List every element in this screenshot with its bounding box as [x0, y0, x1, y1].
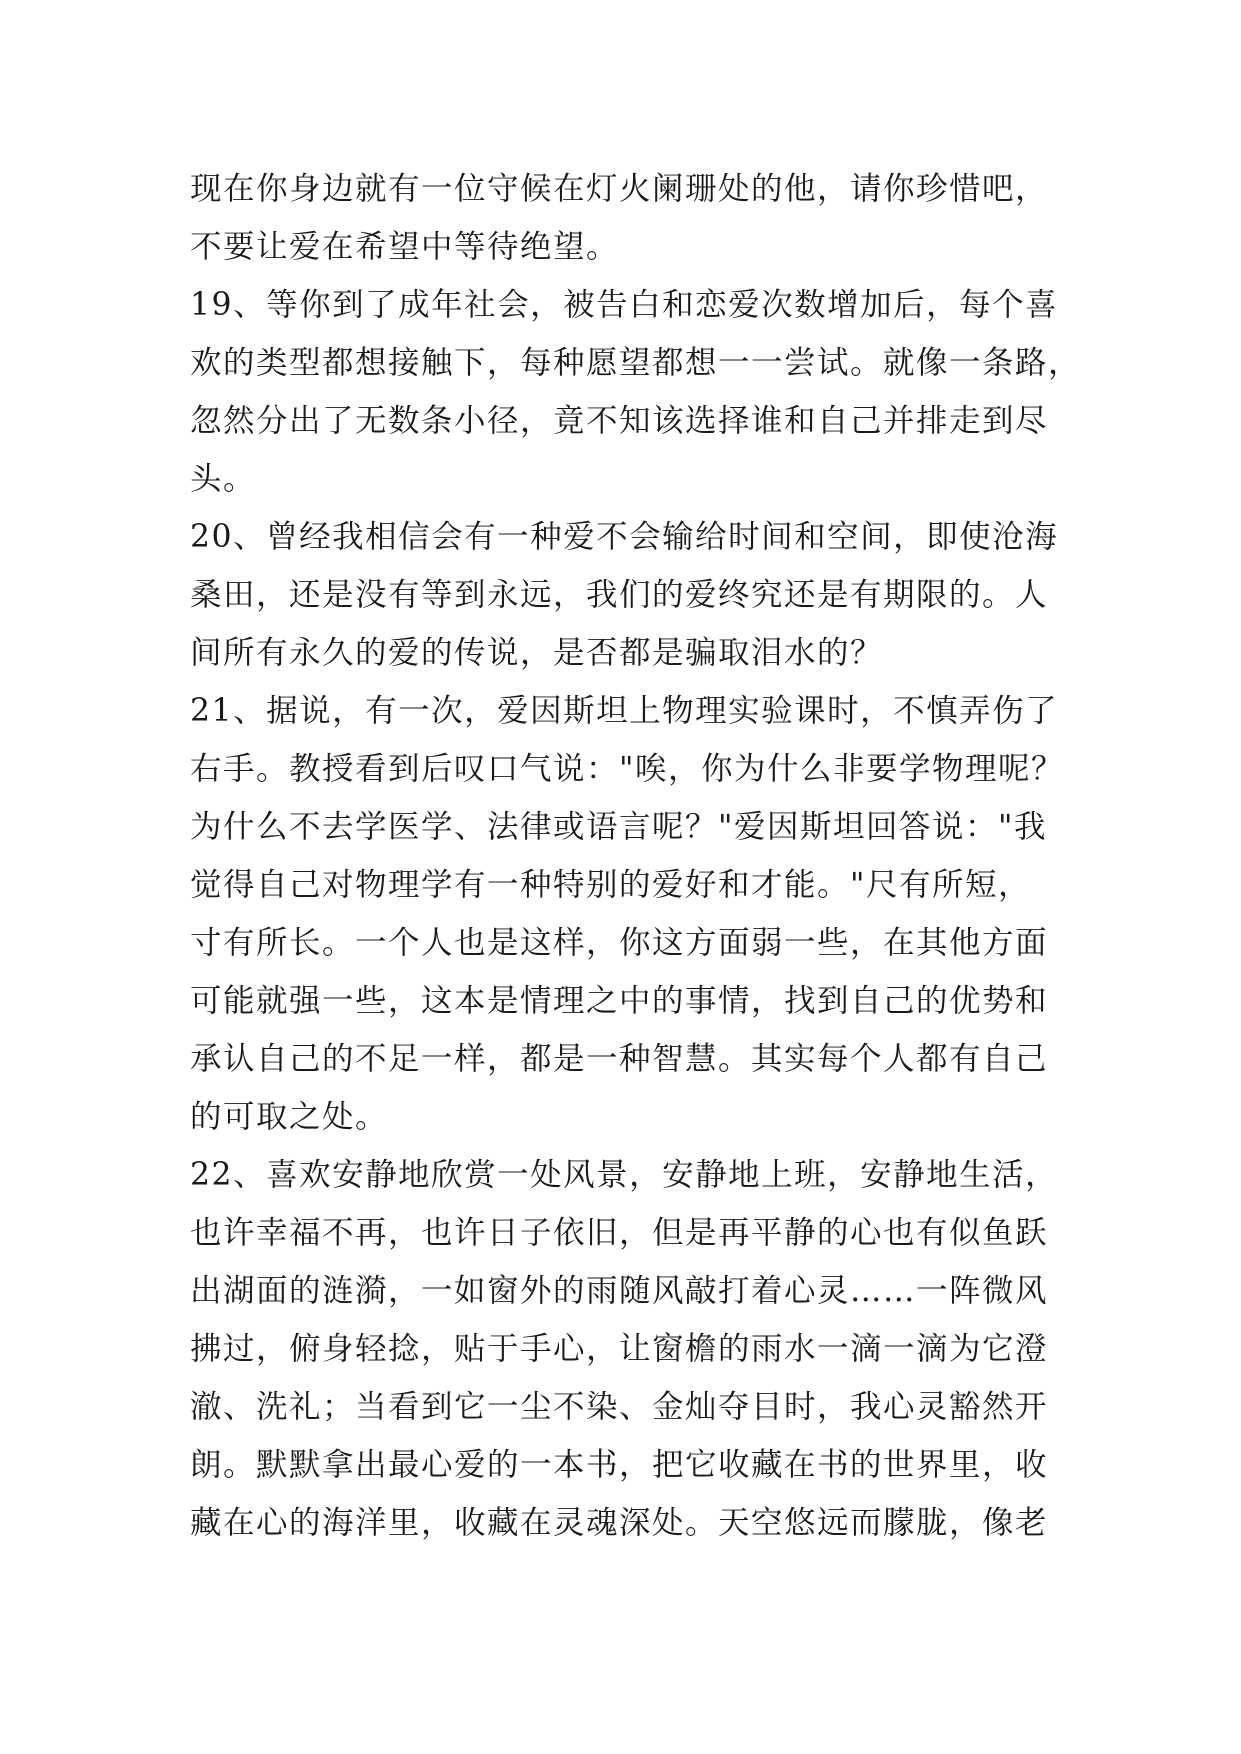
text-line: 21、据说，有一次，爱因斯坦上物理实验课时，不慎弄伤了	[190, 693, 1059, 729]
text-line: 不要让爱在希望中等待绝望。	[190, 229, 620, 265]
text-line: 可能就强一些，这本是情理之中的事情，找到自己的优势和	[190, 983, 1049, 1019]
text-line: 的可取之处。	[190, 1099, 389, 1135]
text-line: 19、等你到了成年社会，被告白和恋爱次数增加后，每个喜	[190, 287, 1059, 323]
text-line: 忽然分出了无数条小径，竟不知该选择谁和自己并排走到尽	[190, 403, 1049, 439]
text-line: 拂过，俯身轻捻，贴于手心，让窗檐的雨水一滴一滴为它澄	[190, 1331, 1049, 1367]
text-line: 也许幸福不再，也许日子依旧，但是再平静的心也有似鱼跃	[190, 1215, 1049, 1251]
text-line: 欢的类型都想接触下，每种愿望都想一一尝试。就像一条路，	[190, 345, 1082, 381]
document-body	[190, 160, 1090, 1552]
text-line: 桑田，还是没有等到永远，我们的爱终究还是有期限的。人	[190, 577, 1049, 613]
text-line: 出湖面的涟漪，一如窗外的雨随风敲打着心灵……一阵微风	[190, 1273, 1049, 1309]
text-line: 寸有所长。一个人也是这样，你这方面弱一些，在其他方面	[190, 925, 1049, 961]
text-line: 觉得自己对物理学有一种特别的爱好和才能。"尺有所短，	[190, 867, 1031, 903]
text-line: 间所有永久的爱的传说，是否都是骗取泪水的？	[190, 635, 884, 671]
text-line: 22、喜欢安静地欣赏一处风景，安静地上班，安静地生活，	[190, 1157, 1059, 1193]
text-line: 20、曾经我相信会有一种爱不会输给时间和空间，即使沧海	[190, 519, 1059, 555]
text-line: 头。	[190, 461, 257, 497]
text-line: 右手。教授看到后叹口气说："唉，你为什么非要学物理呢？	[190, 751, 1064, 787]
text-line: 为什么不去学医学、法律或语言呢？"爱因斯坦回答说："我	[190, 809, 1047, 845]
text-line: 承认自己的不足一样，都是一种智慧。其实每个人都有自己	[190, 1041, 1049, 1077]
text-line: 澈、洗礼；当看到它一尘不染、金灿夺目时，我心灵豁然开	[190, 1389, 1049, 1425]
text-line: 藏在心的海洋里，收藏在灵魂深处。天空悠远而朦胧，像老	[190, 1505, 1049, 1541]
text-line: 现在你身边就有一位守候在灯火阑珊处的他，请你珍惜吧，	[190, 171, 1049, 207]
text-line: 朗。默默拿出最心爱的一本书，把它收藏在书的世界里，收	[190, 1447, 1049, 1483]
